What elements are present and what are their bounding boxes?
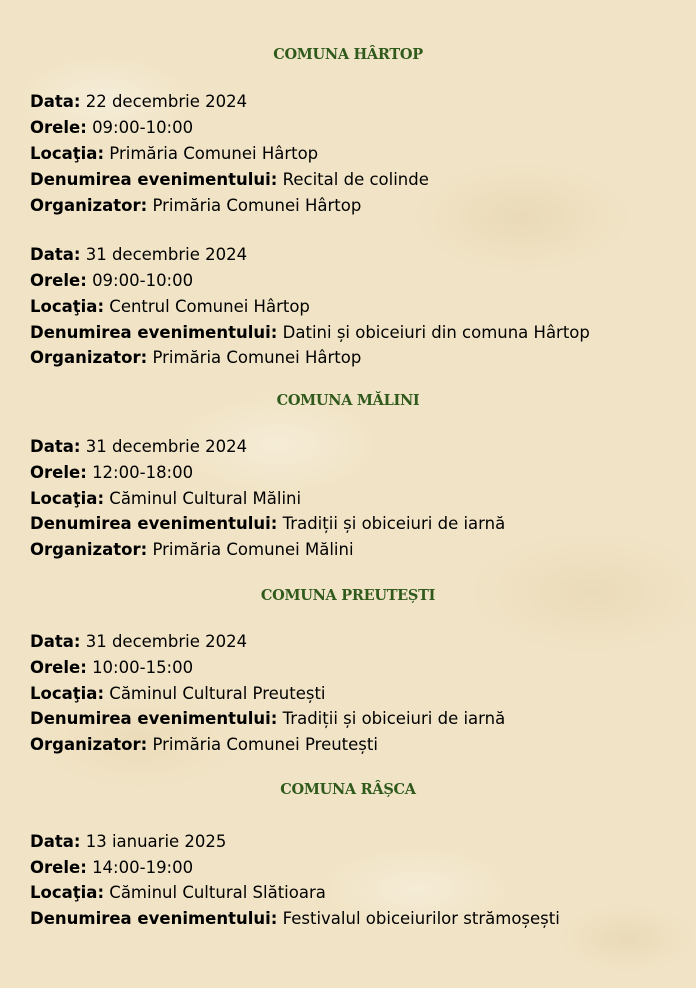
- event-organizer-line: [30, 735, 378, 755]
- event-location-line: [30, 144, 318, 164]
- date-label: Data:: [30, 245, 81, 264]
- event-date-line: [30, 437, 247, 457]
- event-location-line: [30, 297, 310, 317]
- event-name-value: Tradiții și obiceiuri de iarnă: [282, 709, 506, 728]
- hours-label: Orele:: [30, 118, 87, 137]
- organizer-label: Organizator:: [30, 540, 148, 559]
- event-hours-line: [30, 858, 193, 878]
- hours-value: 09:00-10:00: [92, 118, 194, 137]
- hours-label: Orele:: [30, 858, 87, 877]
- event-name-line: [30, 323, 590, 343]
- event-date-line: [30, 632, 247, 652]
- date-value: 31 decembrie 2024: [85, 245, 248, 264]
- event-name-label: Denumirea evenimentului:: [30, 170, 278, 189]
- section-heading-malini: COMUNA MĂLINI: [276, 392, 420, 409]
- event-date-line: [30, 832, 226, 852]
- hours-label: Orele:: [30, 271, 87, 290]
- date-value: 22 decembrie 2024: [85, 92, 248, 111]
- event-name-label: Denumirea evenimentului:: [30, 323, 278, 342]
- section-heading-rasca: COMUNA RÂȘCA: [280, 781, 416, 798]
- event-name-value: Festivalul obiceiurilor strămoșești: [282, 909, 560, 928]
- organizer-label: Organizator:: [30, 348, 148, 367]
- event-name-value: Recital de colinde: [282, 170, 429, 189]
- event-name-line: [30, 514, 505, 534]
- event-name-label: Denumirea evenimentului:: [30, 909, 278, 928]
- event-date-line: [30, 245, 247, 265]
- hours-value: 14:00-19:00: [92, 858, 194, 877]
- event-name-value: Datini și obiceiuri din comuna Hârtop: [282, 323, 590, 342]
- location-value: Primăria Comunei Hârtop: [109, 144, 319, 163]
- event-date-line: [30, 92, 247, 112]
- organizer-label: Organizator:: [30, 196, 148, 215]
- hours-label: Orele:: [30, 463, 87, 482]
- hours-value: 10:00-15:00: [92, 658, 194, 677]
- event-location-line: [30, 883, 326, 903]
- event-name-line: [30, 909, 560, 929]
- date-value: 31 decembrie 2024: [85, 632, 248, 651]
- date-label: Data:: [30, 632, 81, 651]
- location-value: Căminul Cultural Preutești: [109, 684, 326, 703]
- event-organizer-line: [30, 348, 361, 368]
- event-hours-line: [30, 658, 193, 678]
- location-label: Locaţia:: [30, 297, 105, 316]
- date-value: 13 ianuarie 2025: [85, 832, 227, 851]
- location-value: Centrul Comunei Hârtop: [109, 297, 310, 316]
- date-label: Data:: [30, 832, 81, 851]
- organizer-value: Primăria Comunei Preutești: [152, 735, 378, 754]
- organizer-value: Primăria Comunei Hârtop: [152, 196, 362, 215]
- hours-value: 09:00-10:00: [92, 271, 194, 290]
- location-value: Căminul Cultural Slătioara: [109, 883, 326, 902]
- organizer-value: Primăria Comunei Mălini: [152, 540, 354, 559]
- location-label: Locaţia:: [30, 144, 105, 163]
- event-hours-line: [30, 271, 193, 291]
- event-name-line: [30, 170, 429, 190]
- event-name-label: Denumirea evenimentului:: [30, 709, 278, 728]
- date-label: Data:: [30, 92, 81, 111]
- event-organizer-line: [30, 196, 361, 216]
- location-label: Locaţia:: [30, 883, 105, 902]
- organizer-value: Primăria Comunei Hârtop: [152, 348, 362, 367]
- date-label: Data:: [30, 437, 81, 456]
- event-location-line: [30, 489, 301, 509]
- date-value: 31 decembrie 2024: [85, 437, 248, 456]
- event-name-label: Denumirea evenimentului:: [30, 514, 278, 533]
- organizer-label: Organizator:: [30, 735, 148, 754]
- event-location-line: [30, 684, 326, 704]
- location-label: Locaţia:: [30, 684, 105, 703]
- location-value: Căminul Cultural Mălini: [109, 489, 302, 508]
- event-name-line: [30, 709, 505, 729]
- event-hours-line: [30, 463, 193, 483]
- section-heading-preutesti: COMUNA PREUTEȘTI: [260, 587, 436, 604]
- section-heading-hartop: COMUNA HÂRTOP: [273, 46, 423, 63]
- hours-label: Orele:: [30, 658, 87, 677]
- hours-value: 12:00-18:00: [92, 463, 194, 482]
- location-label: Locaţia:: [30, 489, 105, 508]
- event-organizer-line: [30, 540, 354, 560]
- event-hours-line: [30, 118, 193, 138]
- event-name-value: Tradiții și obiceiuri de iarnă: [282, 514, 506, 533]
